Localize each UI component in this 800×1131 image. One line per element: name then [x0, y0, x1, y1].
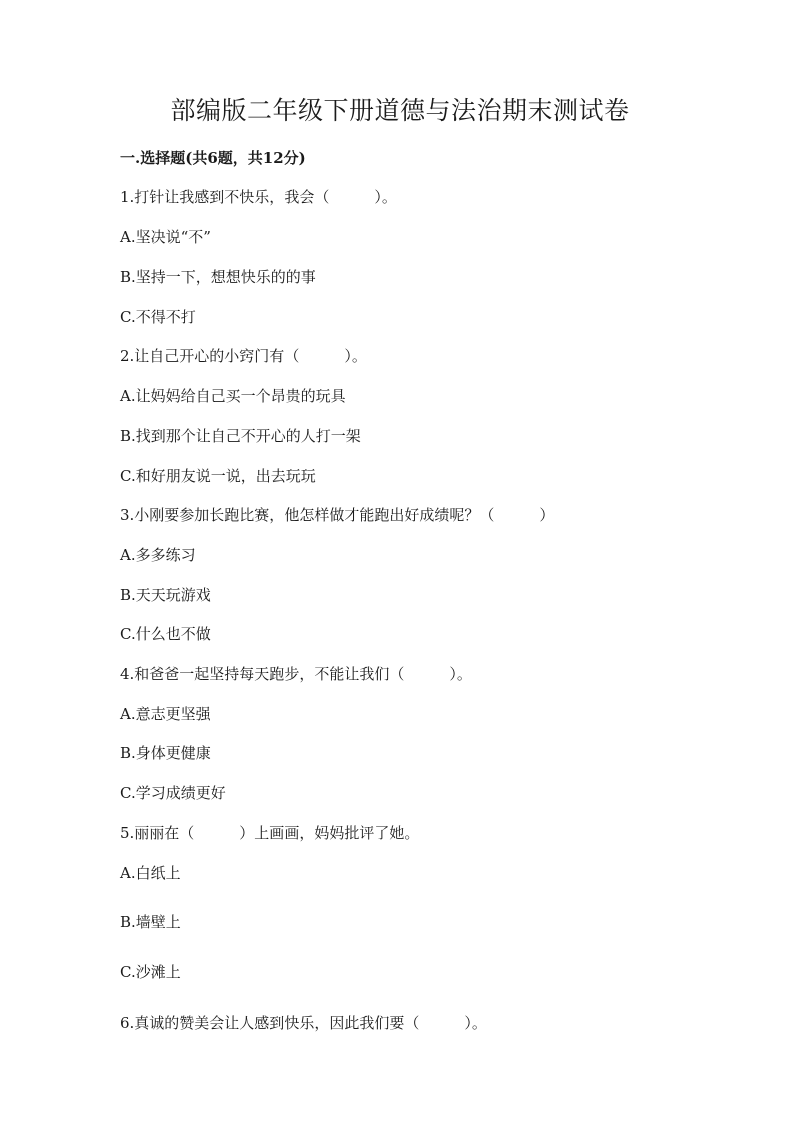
option-a: A.意志更坚强 — [120, 705, 211, 723]
question-stem: 4.和爸爸一起坚持每天跑步，不能让我们（ ）。 — [120, 665, 472, 683]
question-stem: 1.打针让我感到不快乐，我会（ ）。 — [120, 188, 397, 206]
option-b: B.找到那个让自己不开心的人打一架 — [120, 427, 361, 445]
option-b: B.天天玩游戏 — [120, 586, 211, 604]
question-stem: 2.让自己开心的小窍门有（ ）。 — [120, 347, 367, 365]
option-b: B.墙壁上 — [120, 913, 181, 931]
section-heading: 一.选择题(共6题，共12分) — [120, 149, 306, 167]
question-stem: 6.真诚的赞美会让人感到快乐，因此我们要（ ）。 — [120, 1014, 487, 1032]
option-a: A.让妈妈给自己买一个昂贵的玩具 — [120, 387, 346, 405]
option-c: C.沙滩上 — [120, 963, 181, 981]
option-c: C.什么也不做 — [120, 625, 211, 643]
option-a: A.白纸上 — [120, 864, 181, 882]
option-a: A.坚决说“不” — [120, 228, 211, 246]
option-c: C.不得不打 — [120, 308, 196, 326]
question-stem: 5.丽丽在（ ）上画画，妈妈批评了她。 — [120, 824, 420, 842]
question-stem: 3.小刚要参加长跑比赛，他怎样做才能跑出好成绩呢？（ ） — [120, 506, 555, 524]
option-a: A.多多练习 — [120, 546, 196, 564]
page-title: 部编版二年级下册道德与法治期末测试卷 — [170, 96, 630, 125]
option-c: C.学习成绩更好 — [120, 784, 226, 802]
option-b: B.坚持一下，想想快乐的的事 — [120, 268, 316, 286]
option-b: B.身体更健康 — [120, 744, 211, 762]
option-c: C.和好朋友说一说，出去玩玩 — [120, 467, 316, 485]
